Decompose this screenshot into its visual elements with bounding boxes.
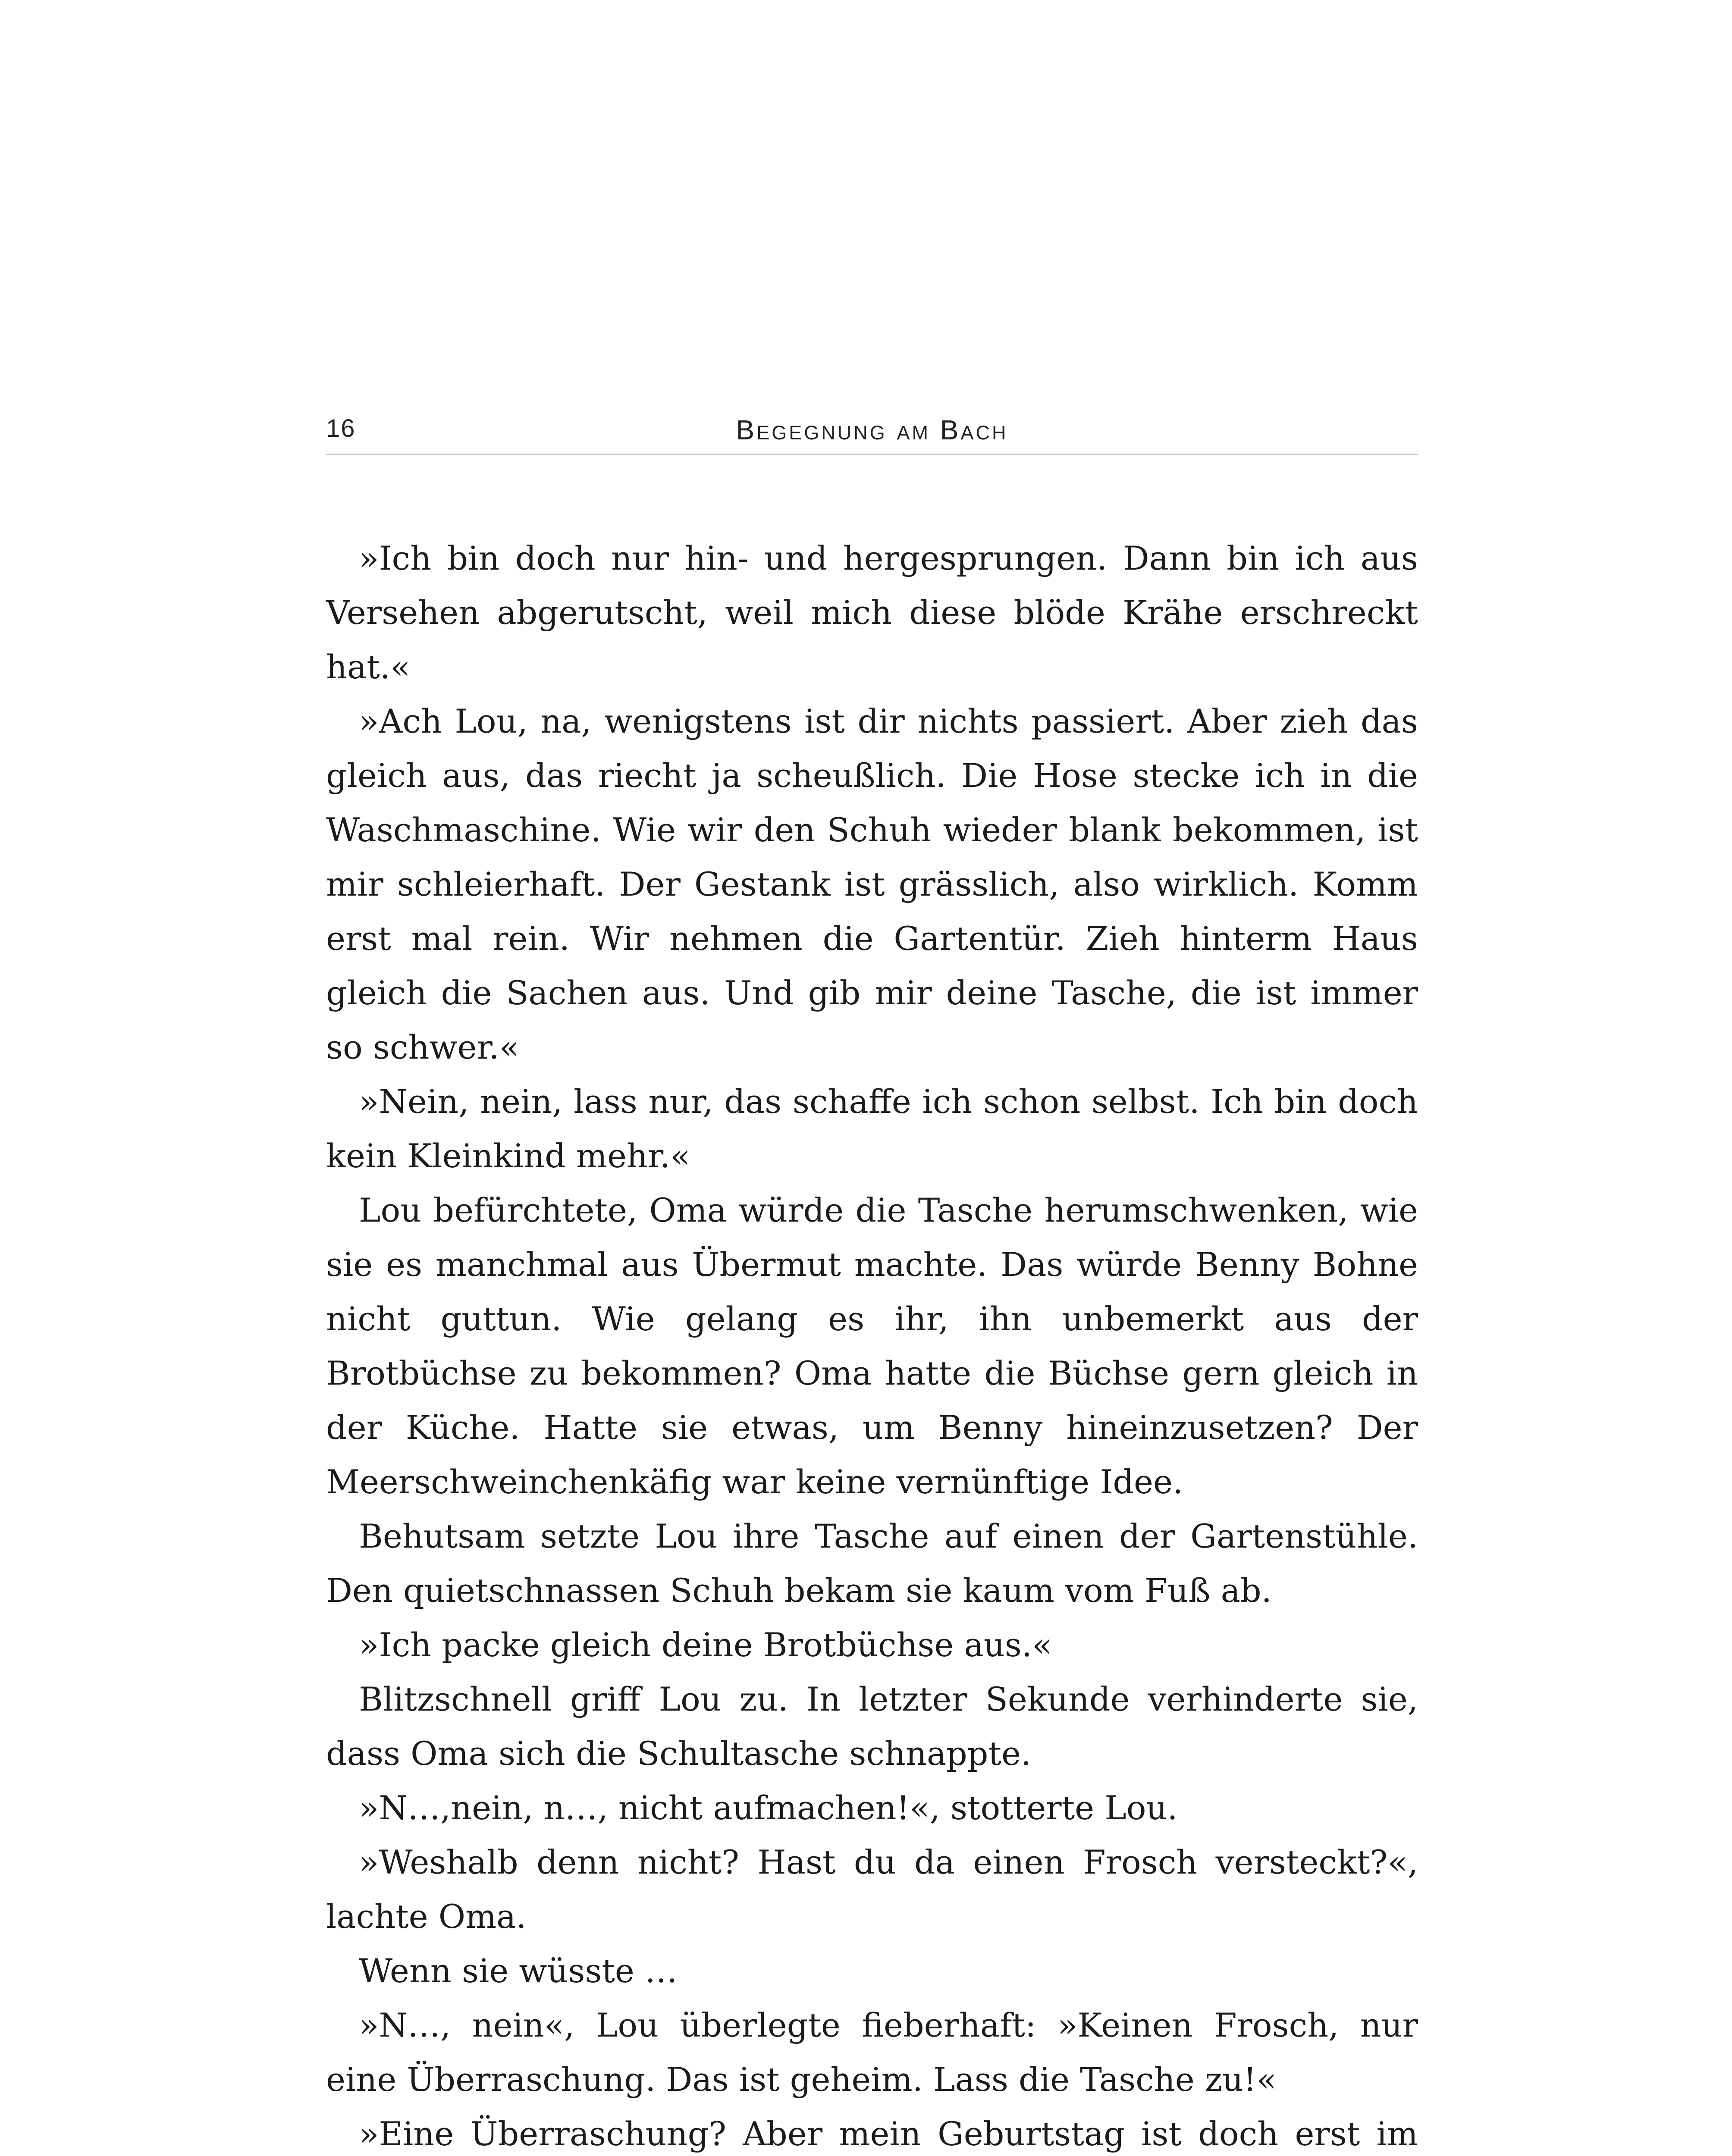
paragraph: »N…, nein«, Lou überlegte fieberhaft: »Keinen Frosch, nur eine Überraschung. Das ist geheim. Lass die Tasche zu!« <box>326 2006 1418 2099</box>
paragraph: Blitzschnell griff Lou zu. In letzter Sekunde verhinderte sie, dass Oma sich die Schultasche schnappte. <box>326 1680 1418 1773</box>
paragraph: »Nein, nein, lass nur, das schaffe ich schon selbst. Ich bin doch kein Kleinkind mehr.« <box>326 1082 1418 1175</box>
page-number: 16 <box>326 414 356 442</box>
paragraph: Lou befürchtete, Oma würde die Tasche herumschwenken, wie sie es manchmal aus Übermut machte. Das würde Benny Bohne nicht guttun. Wie gelang es ihr, ihn unbemerkt aus der Brotbüchse zu bekommen? Oma hatte die Büchse gern gleich in der Küche. Hatte sie etwas, um Benny hineinzusetzen? Der Meerschweinchenkäfig war keine vernünftige Idee. <box>326 1191 1418 1501</box>
paragraph: »Ach Lou, na, wenigstens ist dir nichts passiert. Aber zieh das gleich aus, das riecht ja scheußlich. Die Hose stecke ich in die Waschmaschine. Wie wir den Schuh wieder blank bekommen, ist mir schleierhaft. Der Gestank ist grässlich, also wirklich. Komm erst mal rein. Wir nehmen die Gartentür. Zieh hinterm Haus gleich die Sachen aus. Und gib mir deine Tasche, die ist immer so schwer.« <box>326 702 1418 1066</box>
paragraph: »Weshalb denn nicht? Hast du da einen Frosch versteckt?«, lachte Oma. <box>326 1843 1418 1936</box>
paragraph: »Ich bin doch nur hin- und hergesprungen. Dann bin ich aus Versehen abgerutscht, weil mich diese blöde Krähe erschreckt hat.« <box>326 539 1418 686</box>
paragraph: »Eine Überraschung? Aber mein Geburtstag ist doch erst im <box>359 2115 1418 2153</box>
paragraph: »N…,nein, n…, nicht aufmachen!«, stotterte Lou. <box>359 1789 1178 1827</box>
paragraph: Wenn sie wüsste … <box>359 1952 678 1990</box>
body-text <box>326 531 1418 2156</box>
running-head <box>326 401 1418 453</box>
paragraph: »Ich packe gleich deine Brotbüchse aus.« <box>359 1626 1052 1664</box>
running-title: Begegnung am Bach <box>736 414 1008 445</box>
header-divider <box>326 454 1418 455</box>
paragraph: Behutsam setzte Lou ihre Tasche auf einen der Gartenstühle. Den quietschnassen Schuh bekam sie kaum vom Fuß ab. <box>326 1517 1418 1610</box>
